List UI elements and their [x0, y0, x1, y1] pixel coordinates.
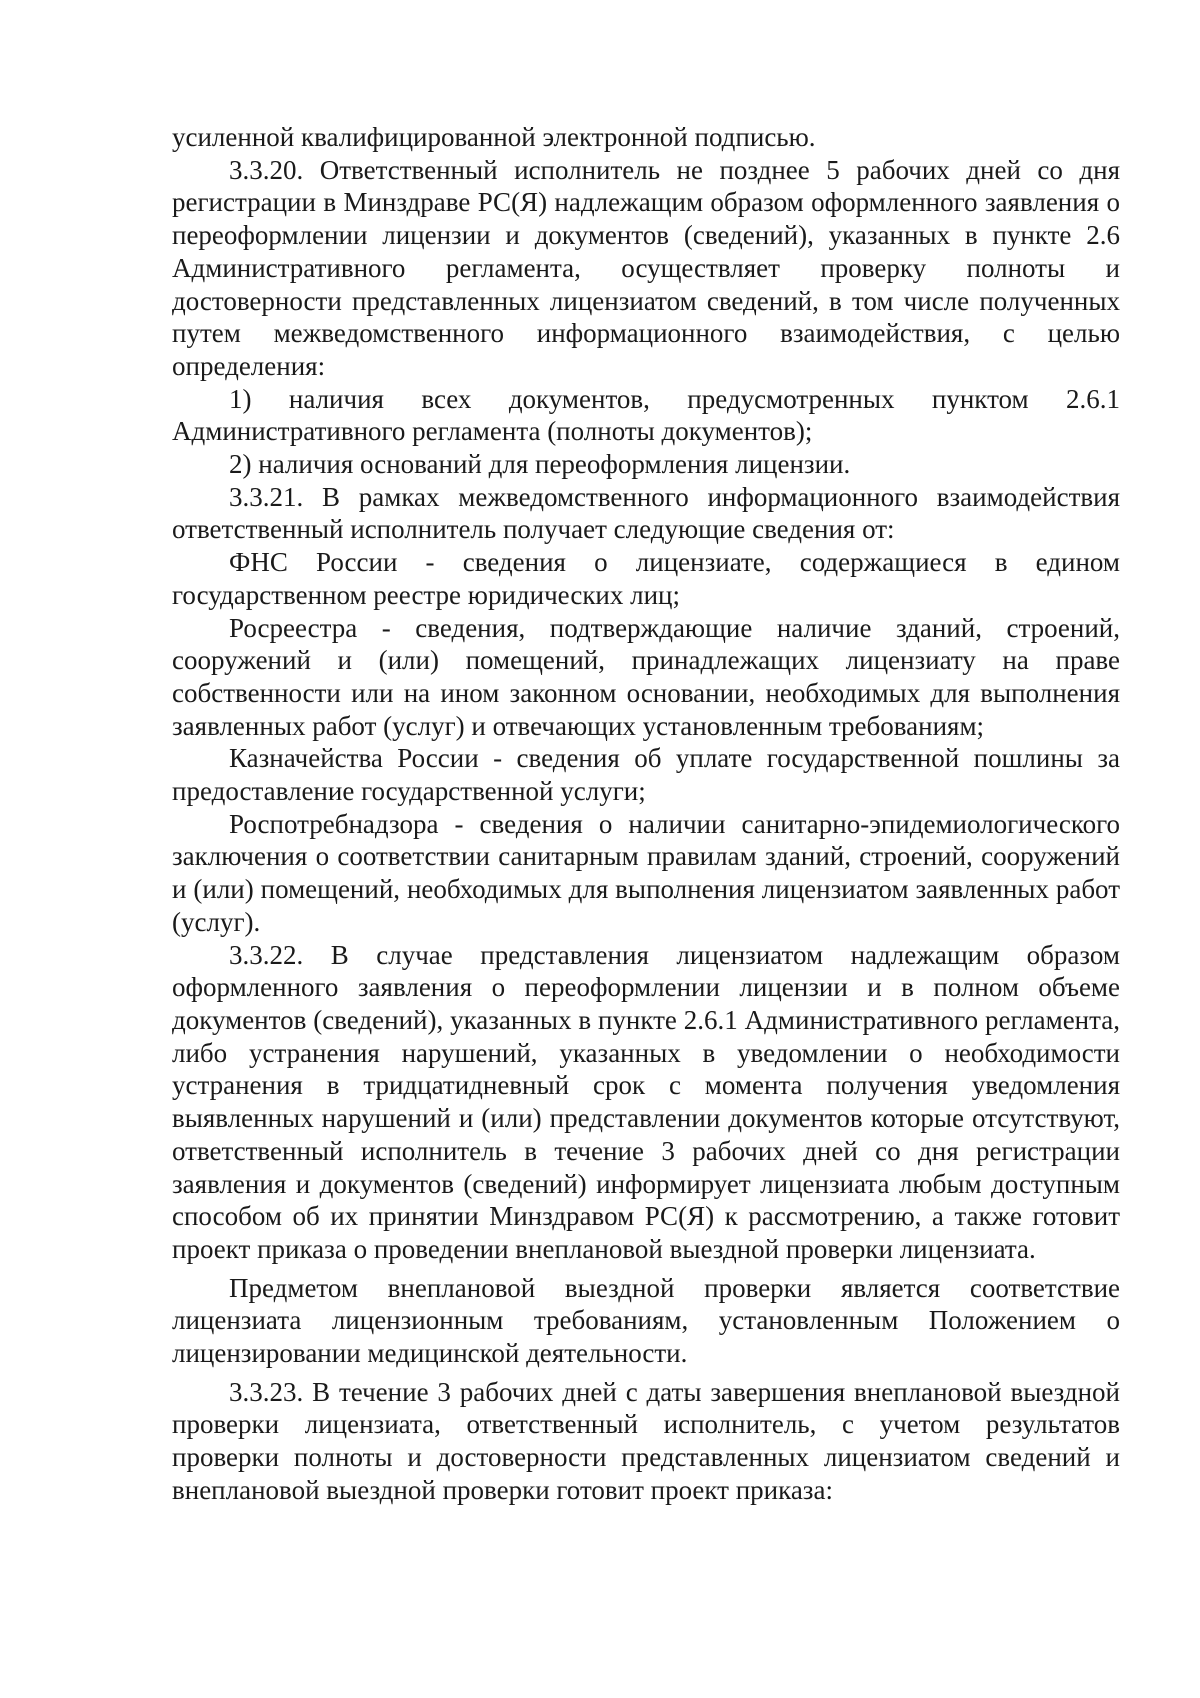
- paragraph-rosreestr: Росреестра - сведения, подтверждающие наличие зданий, строений, сооружений и (или) помещений, принадлежащих лицензиату на праве собственности или на ином законном основании, необходимых для выполнения заявленных работ (услуг) и отвечающих установленным требованиям;: [172, 612, 1120, 741]
- paragraph-item-1: 1) наличия всех документов, предусмотренных пунктом 2.6.1 Административного регламента (полноты документов);: [172, 383, 1120, 447]
- paragraph-3-3-22: 3.3.22. В случае представления лицензиатом надлежащим образом оформленного заявления о переоформлении лицензии и в полном объеме документов (сведений), указанных в пункте 2.6.1 Административного регламента, либо устранения нарушений, указанных в уведомлении о необходимости устранения в тридцатидневный срок с момента получения уведомления выявленных нарушений и (или) представлении документов которые отсутствуют, ответственный исполнитель в течение 3 рабочих дней со дня регистрации заявления и документов (сведений) информирует лицензиата любым доступным способом об их принятии Минздравом РС(Я) к рассмотрению, а также готовит проект приказа о проведении внеплановой выездной проверки лицензиата.: [172, 939, 1120, 1264]
- paragraph-3-3-20: 3.3.20. Ответственный исполнитель не позднее 5 рабочих дней со дня регистрации в Минздраве РС(Я) надлежащим образом оформленного заявления о переоформлении лицензии и документов (сведений), указанных в пункте 2.6 Административного регламента, осуществляет проверку полноты и достоверности представленных лицензиатом сведений, в том числе полученных путем межведомственного информационного взаимодействия, с целью определения:: [172, 154, 1120, 381]
- paragraph-3-3-23: 3.3.23. В течение 3 рабочих дней с даты завершения внеплановой выездной проверки лицензиата, ответственный исполнитель, с учетом результатов проверки полноты и достоверности представленных лицензиатом сведений и внеплановой выездной проверки готовит проект приказа:: [172, 1376, 1120, 1505]
- paragraph-fns: ФНС России - сведения о лицензиате, содержащиеся в едином государственном реестре юридических лиц;: [172, 547, 1120, 610]
- paragraph-inspection-subject: Предметом внеплановой выездной проверки является соответствие лицензиата лицензионным требованиям, установленным Положением о лицензировании медицинской деятельности.: [172, 1272, 1120, 1369]
- paragraph-item-2: 2) наличия оснований для переоформления лицензии.: [229, 449, 851, 480]
- paragraph-treasury: Казначейства России - сведения об уплате государственной пошлины за предоставление государственной услуги;: [172, 743, 1120, 807]
- paragraph-rospotrebnadzor: Роспотребнадзора - сведения о наличии санитарно-эпидемиологического заключения о соответствии санитарным правилам зданий, строений, сооружений и (или) помещений, необходимых для выполнения лицензиатом заявленных работ (услуг).: [172, 808, 1120, 937]
- paragraph-3-3-21: 3.3.21. В рамках межведомственного информационного взаимодействия ответственный исполнитель получает следующие сведения от:: [172, 481, 1120, 545]
- document-body: [172, 121, 1120, 1507]
- paragraph-continuation: усиленной квалифицированной электронной подписью.: [172, 122, 816, 152]
